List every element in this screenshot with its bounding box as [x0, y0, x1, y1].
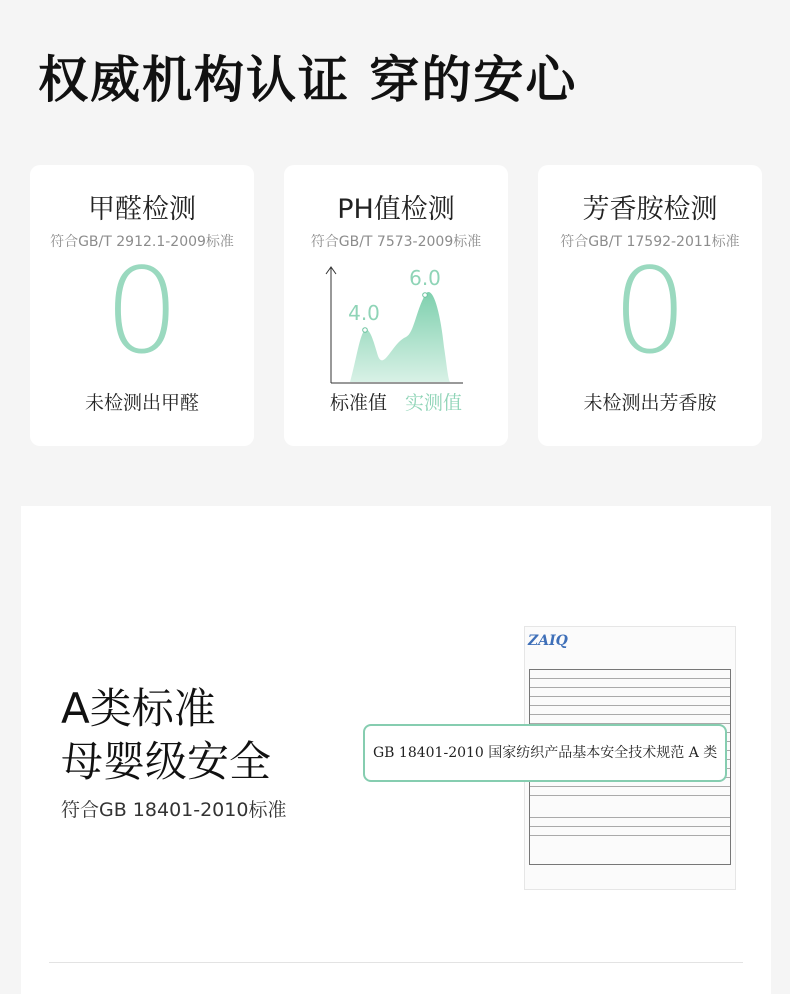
formaldehyde-title: 甲醛检测 — [88, 194, 196, 225]
formaldehyde-card — [30, 165, 254, 446]
ph-legend-standard: 标准值 — [329, 392, 387, 414]
report-logo: ZAIQ — [528, 633, 568, 649]
ph-title: PH值检测 — [337, 194, 455, 225]
ph-data-label-1: 4.0 — [348, 301, 380, 325]
ph-peak-point-2 — [423, 293, 428, 298]
class-a-subheading: 母婴级安全 — [61, 737, 272, 786]
ph-peak-point-1 — [363, 328, 368, 333]
ph-legend-actual: 实测值 — [405, 392, 463, 414]
class-a-standard: 符合GB 18401-2010标准 — [61, 799, 287, 821]
ph-data-label-2: 6.0 — [409, 266, 441, 290]
aromatic-amine-card — [538, 165, 762, 446]
ph-legend — [284, 391, 508, 415]
class-a-heading: A类标准 — [61, 684, 216, 733]
aromatic-amine-standard: 符合GB/T 17592-2011标准 — [560, 234, 740, 250]
divider — [49, 962, 743, 963]
ph-card — [284, 165, 508, 446]
class-a-panel — [21, 506, 771, 994]
formaldehyde-standard: 符合GB/T 2912.1-2009标准 — [50, 234, 234, 250]
standard-callout: GB 18401-2010 国家纺织产品基本安全技术规范 A 类 — [363, 724, 727, 782]
aromatic-amine-result: 未检测出芳香胺 — [583, 392, 717, 414]
aromatic-amine-title: 芳香胺检测 — [582, 194, 718, 225]
formaldehyde-value: 0 — [104, 242, 180, 380]
aromatic-amine-value: 0 — [612, 242, 688, 380]
ph-standard: 符合GB/T 7573-2009标准 — [310, 234, 482, 250]
page-title: 权威机构认证 穿的安心 — [38, 51, 578, 109]
ph-chart — [314, 261, 484, 389]
formaldehyde-result: 未检测出甲醛 — [84, 392, 199, 414]
